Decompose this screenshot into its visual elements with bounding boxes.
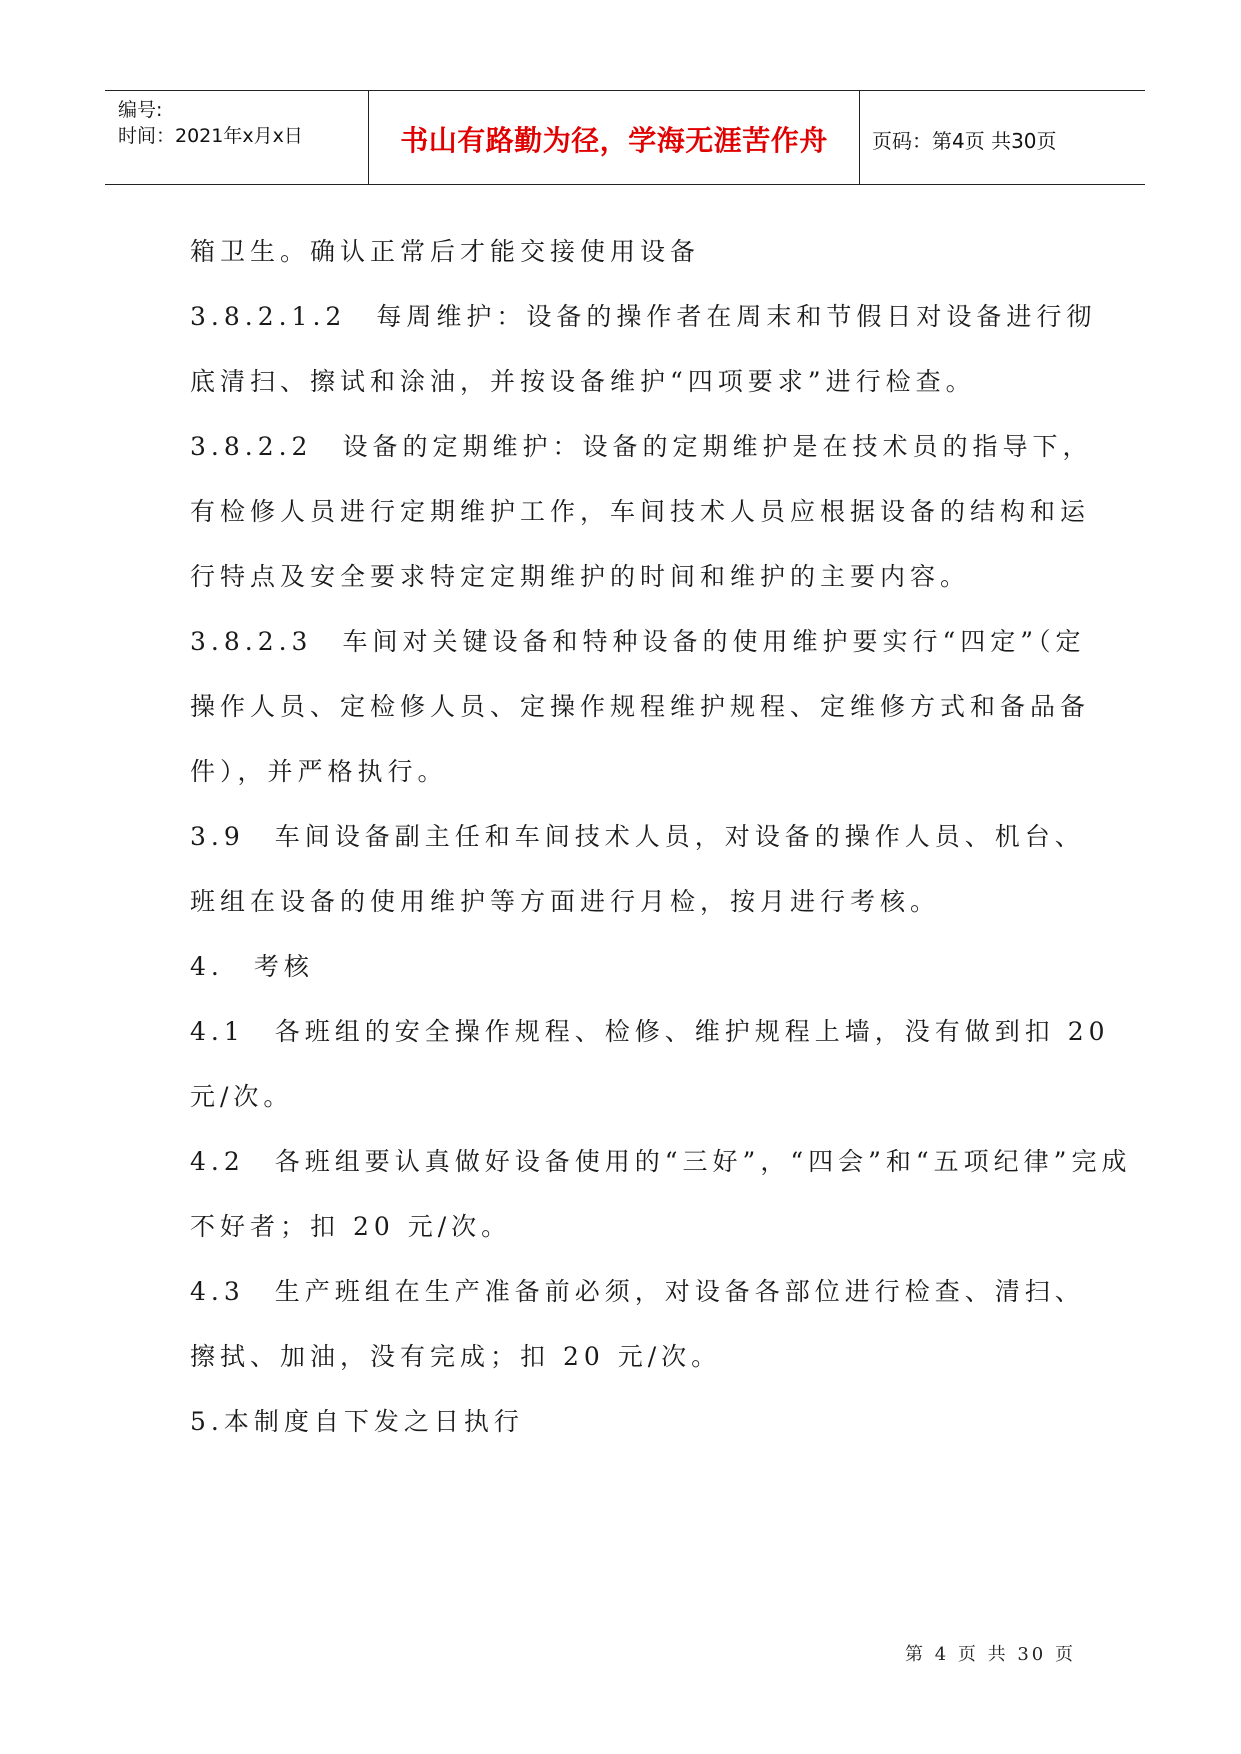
document-body xyxy=(190,219,1132,1454)
body-line xyxy=(190,1129,1132,1194)
header-divider xyxy=(859,91,860,184)
header-motto: 书山有路勤为径，学海无涯苦作舟 xyxy=(400,124,828,157)
line-text: 车间对关键设备和特种设备的使用维护要实行“四定”（定 xyxy=(342,627,1086,656)
line-text: 5.本制度自下发之日执行 xyxy=(190,1407,524,1436)
section-number: 3.8.2.2 xyxy=(190,432,313,461)
body-line xyxy=(190,219,1060,284)
header-page-info: 页码：第4页 共30页 xyxy=(872,129,1057,153)
line-text: 行特点及安全要求特定定期维护的时间和维护的主要内容。 xyxy=(190,562,971,591)
section-number: 4.3 xyxy=(190,1277,245,1306)
line-text: 箱卫生。确认正常后才能交接使用设备 xyxy=(190,237,701,266)
body-line xyxy=(190,414,1093,479)
body-line xyxy=(190,284,1097,349)
body-line xyxy=(190,1194,1060,1259)
body-line xyxy=(190,999,1110,1064)
line-text: 各班组的安全操作规程、检修、维护规程上墙，没有做到扣 20 xyxy=(274,1017,1110,1046)
body-line xyxy=(190,609,1086,674)
body-line xyxy=(190,934,1060,999)
document-header xyxy=(105,90,1145,185)
line-text: 操作人员、定检修人员、定操作规程维护规程、定维修方式和备品备 xyxy=(190,692,1091,721)
time-label: 时间：2021年x月x日 xyxy=(118,125,303,147)
line-text: 不好者；扣 20 元/次。 xyxy=(190,1212,512,1241)
section-number: 4. xyxy=(190,952,224,981)
line-text: 生产班组在生产准备前必须，对设备各部位进行检查、清扫、 xyxy=(274,1277,1085,1306)
line-text: 每周维护：设备的操作者在周末和节假日对设备进行彻 xyxy=(376,302,1097,331)
body-line xyxy=(190,1259,1085,1324)
section-number: 4.1 xyxy=(190,1017,245,1046)
header-meta xyxy=(118,97,303,149)
line-text: 底清扫、擦试和涂油，并按设备维护“四项要求”进行检查。 xyxy=(190,367,976,396)
line-text: 擦拭、加油，没有完成；扣 20 元/次。 xyxy=(190,1342,722,1371)
line-text: 车间设备副主任和车间技术人员，对设备的操作人员、机台、 xyxy=(274,822,1085,851)
line-text: 有检修人员进行定期维护工作，车间技术人员应根据设备的结构和运 xyxy=(190,497,1091,526)
body-line xyxy=(190,1324,1060,1389)
body-line xyxy=(190,479,1091,544)
section-number: 4.2 xyxy=(190,1147,245,1176)
line-text: 各班组要认真做好设备使用的“三好”，“四会”和“五项纪律”完成 xyxy=(274,1147,1132,1176)
section-number: 3.9 xyxy=(190,822,245,851)
body-line xyxy=(190,1064,1060,1129)
line-text: 考核 xyxy=(253,952,314,981)
body-line xyxy=(190,1389,1060,1454)
page-footer: 第 4 页 共 30 页 xyxy=(905,1644,1076,1665)
body-line xyxy=(190,739,1060,804)
line-text: 元/次。 xyxy=(190,1082,294,1111)
line-text: 件），并严格执行。 xyxy=(190,757,448,786)
body-line xyxy=(190,869,1060,934)
body-line xyxy=(190,349,1060,414)
body-line xyxy=(190,544,1060,609)
body-line xyxy=(190,804,1085,869)
body-line xyxy=(190,674,1091,739)
section-number: 3.8.2.1.2 xyxy=(190,302,347,331)
line-text: 班组在设备的使用维护等方面进行月检，按月进行考核。 xyxy=(190,887,941,916)
section-number: 3.8.2.3 xyxy=(190,627,313,656)
line-text: 设备的定期维护：设备的定期维护是在技术员的指导下， xyxy=(342,432,1093,461)
serial-number-label: 编号: xyxy=(118,99,163,121)
